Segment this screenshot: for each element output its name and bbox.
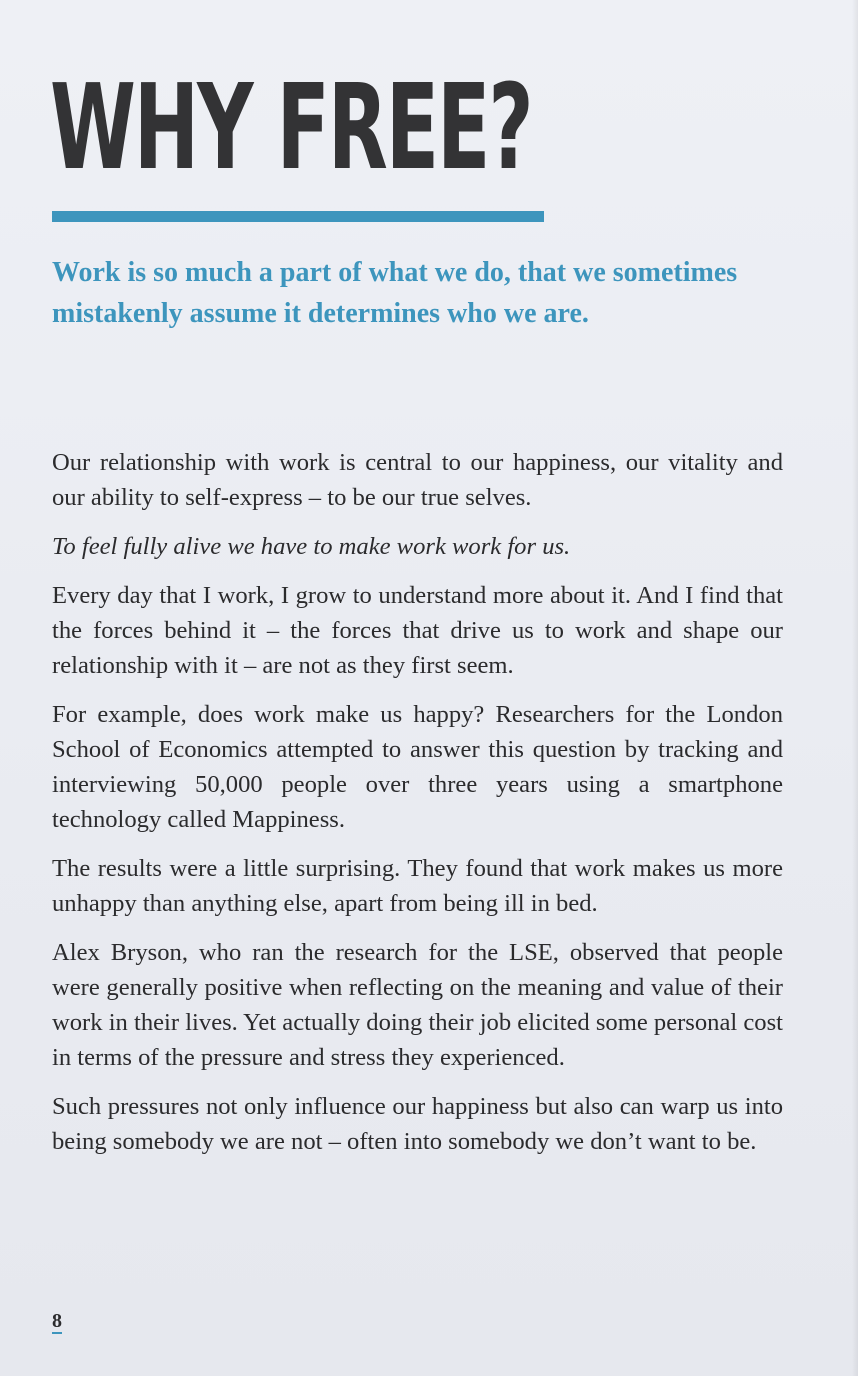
paragraph: The results were a little surprising. They found that work makes us more unhappy than anything else, apart from being ill in bed.	[52, 855, 783, 917]
title-underline	[52, 211, 544, 222]
paragraph: Such pressures not only influence our happiness but also can warp us into being somebody we are not – often into somebody we don’t want to be.	[52, 1093, 783, 1155]
body-text	[52, 445, 783, 1173]
intro-lead: Work is so much a part of what we do, that we sometimes mistakenly assume it determines who we are.	[52, 257, 738, 329]
paragraph-emphasis: To feel fully alive we have to make work work for us.	[52, 533, 571, 560]
paragraph: Every day that I work, I grow to understand more about it. And I find that the forces behind it – the forces that drive us to work and shape our relationship with it – are not as they first seem.	[52, 582, 783, 679]
page-edge-shadow	[852, 0, 858, 1376]
page-number: 8	[52, 1310, 62, 1332]
page-title: WHY FREE?	[50, 58, 532, 196]
paragraph: Alex Bryson, who ran the research for the LSE, observed that people were generally positive when reflecting on the meaning and value of their work in their lives. Yet actually doing their job elicited some personal cost in terms of the pressure and stress they experienced.	[52, 939, 783, 1071]
paragraph: For example, does work make us happy? Researchers for the London School of Economics attempted to answer this question by tracking and interviewing 50,000 people over three years using a smartphone technology called Mappiness.	[52, 701, 783, 833]
paragraph: Our relationship with work is central to our happiness, our vitality and our ability to self-express – to be our true selves.	[52, 449, 783, 511]
